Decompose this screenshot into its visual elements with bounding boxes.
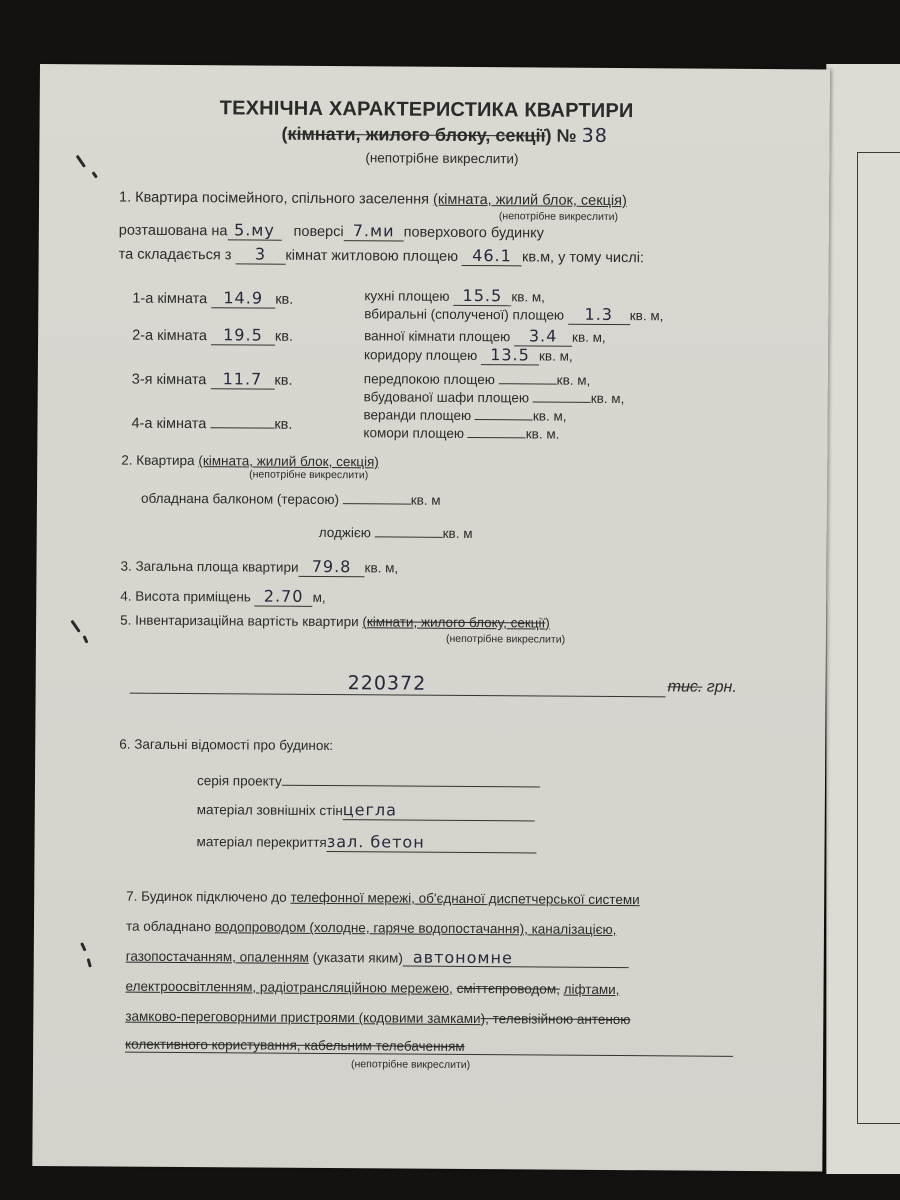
- area-label: кухні площею: [364, 288, 450, 304]
- inventory-value: 220372: [347, 672, 427, 695]
- loggia-row: [319, 520, 473, 541]
- section2-text: 2. Квартира: [121, 452, 195, 469]
- section7-line1: [126, 889, 640, 908]
- loggia-field[interactable]: [375, 520, 443, 537]
- series-field[interactable]: [282, 769, 540, 788]
- area-label: вбиральні (сполученої) площею: [364, 306, 565, 323]
- balcony-field[interactable]: [343, 487, 411, 504]
- section5-note: (непотрібне викреслити): [445, 632, 566, 646]
- number-label: №: [556, 125, 577, 146]
- pen-mark: [82, 635, 88, 644]
- document-number: 38: [581, 124, 608, 147]
- section1-line3: [118, 244, 645, 268]
- area-label: веранди площею: [363, 407, 472, 424]
- room-row: [132, 325, 294, 346]
- living-area-label: кімнат житловою площею: [285, 247, 459, 265]
- document-subtitle: (кімнати, жилого блоку, секції) № 38: [281, 123, 608, 147]
- walls-field[interactable]: цегла: [343, 803, 535, 821]
- room-unit: кв.: [275, 291, 294, 308]
- pen-mark: [76, 155, 86, 168]
- section5-row: [120, 613, 550, 631]
- area-field[interactable]: [499, 367, 557, 384]
- inventory-value-field[interactable]: [130, 671, 666, 698]
- s7-underlined: ліфтами,: [563, 981, 620, 998]
- room-row: [131, 369, 293, 390]
- balcony-unit: кв. м: [410, 492, 441, 508]
- s7-struck: колективного користування, кабельним телебаченням: [125, 1036, 465, 1054]
- area-field[interactable]: [475, 403, 533, 420]
- area-unit: кв. м,: [590, 390, 625, 407]
- area-label: вбудованої шафи площею: [363, 389, 530, 406]
- loggia-label: лоджією: [318, 524, 371, 541]
- area-row: [363, 420, 559, 441]
- section5-struck: кімнати, жилого блоку, секції: [366, 614, 546, 631]
- section7-line3: [126, 949, 629, 969]
- section1-text: 1. Квартира посімейного, спільного заселення: [119, 189, 430, 208]
- loggia-unit: кв. м: [442, 525, 473, 542]
- series-label: серія проекту: [196, 773, 282, 789]
- total-floors-field[interactable]: 7.ми: [344, 224, 404, 241]
- area-unit: кв. м,: [511, 289, 546, 305]
- s7-struck: ), телевізійною антеною: [480, 1011, 631, 1028]
- total-floors-label: поверхового будинку: [403, 224, 545, 242]
- room-area-field[interactable]: 19.5: [211, 328, 275, 345]
- room-unit: кв.: [274, 416, 293, 433]
- heating-field[interactable]: автономне: [403, 951, 629, 969]
- area-row: [364, 285, 546, 306]
- room-unit: кв.: [274, 372, 293, 389]
- height-unit: м,: [312, 589, 326, 606]
- living-area-unit: кв.м, у тому числі:: [521, 249, 645, 267]
- section1-note: (непотрібне викреслити): [498, 210, 619, 224]
- floor-label: поверсі: [293, 223, 344, 241]
- section7-line6: [125, 1037, 733, 1057]
- room-label: 4-а кімната: [131, 415, 207, 433]
- room-area-field[interactable]: [210, 411, 274, 428]
- section2-line1: [121, 453, 379, 470]
- paren: ): [545, 615, 550, 631]
- consists-label: та складається з: [118, 246, 232, 264]
- pen-mark: [87, 958, 92, 967]
- room-label: 3-я кімната: [131, 371, 207, 389]
- walls-row: [197, 802, 535, 821]
- area-field[interactable]: 3.4: [514, 329, 572, 346]
- inventory-value-label: 5. Інвентаризаційна вартість квартири: [120, 612, 359, 630]
- area-row: [364, 347, 573, 365]
- s7-underlined: телефонної мережі, об'єднаної диспетчерської системи: [290, 889, 640, 908]
- area-unit: кв. м,: [532, 408, 567, 424]
- document-title: ТЕХНІЧНА ХАРАКТЕРИСТИКА КВАРТИРИ: [219, 97, 634, 123]
- area-row: [364, 328, 606, 347]
- s7-text: 7. Будинок підключено до: [126, 888, 287, 905]
- section7-line5: [125, 1009, 630, 1028]
- area-label: ванної кімнати площею: [364, 328, 511, 345]
- floors-material-label: матеріал перекриття: [196, 834, 327, 851]
- area-field[interactable]: [533, 385, 591, 402]
- room-row: [132, 288, 294, 309]
- section5-options: [362, 614, 549, 630]
- total-area-unit: кв. м,: [364, 560, 399, 576]
- section7-note: (непотрібне викреслити): [350, 1058, 471, 1072]
- unit-uah: грн.: [706, 678, 737, 696]
- section7-line2: [126, 919, 616, 937]
- section1-options: (кімната, жилий блок, секція): [432, 191, 627, 210]
- s7-text: (указати яким): [312, 949, 403, 966]
- floors-material-field[interactable]: зал. бетон: [327, 835, 537, 853]
- area-field[interactable]: 1.3: [568, 308, 630, 325]
- area-unit: кв. м.: [525, 426, 560, 442]
- s7-underlined: замково-переговорними пристроями (кодовими замками: [125, 1008, 481, 1027]
- adjacent-page-frame: [857, 152, 900, 1124]
- area-unit: кв. м,: [629, 308, 664, 324]
- area-unit: кв. м,: [572, 329, 606, 345]
- balcony-label: обладнана балконом (терасою): [140, 490, 340, 508]
- section2-options: (кімната, жилий блок, секція): [198, 453, 379, 470]
- walls-label: матеріал зовнішніх стін: [196, 802, 343, 819]
- area-unit: кв. м,: [556, 372, 591, 388]
- room-area-field[interactable]: 14.9: [211, 291, 275, 308]
- s7-text: та обладнано: [125, 918, 212, 935]
- series-row: [197, 768, 540, 790]
- s7-underlined: водопроводом (холодне, гаряче водопостачання), каналізацією,: [214, 919, 617, 938]
- pen-mark: [80, 942, 86, 951]
- section2-note: (непотрібне викреслити): [249, 468, 369, 482]
- rooms-count-field[interactable]: 3: [235, 247, 285, 264]
- area-label: коридору площею: [363, 347, 478, 364]
- height-label: 4. Висота приміщень: [120, 588, 251, 605]
- floors-material-row: [197, 834, 537, 853]
- pen-mark: [70, 620, 80, 633]
- paren: (: [362, 614, 367, 630]
- section6-title: 6. Загальні відомості про будинок:: [119, 736, 334, 754]
- room-area-field[interactable]: 11.7: [210, 372, 274, 389]
- header-note: (непотрібне викреслити): [365, 150, 519, 167]
- room-label: 1-а кімната: [132, 290, 208, 308]
- area-row: [364, 306, 663, 325]
- floor-field[interactable]: 5.му: [227, 223, 281, 240]
- room-label: 2-а кімната: [132, 327, 207, 345]
- unit-struck: тис.: [667, 678, 703, 696]
- room-row: [131, 411, 292, 433]
- room-unit: кв.: [274, 328, 294, 345]
- section1-line2: [118, 220, 545, 243]
- area-unit: кв. м,: [538, 348, 573, 364]
- s7-underlined: газопостачанням, опаленням: [125, 948, 309, 965]
- area-field[interactable]: 15.5: [453, 289, 511, 306]
- adjacent-page: [826, 64, 900, 1174]
- balcony-row: [141, 486, 441, 508]
- living-area-field[interactable]: 46.1: [462, 249, 522, 266]
- section7-line4: [126, 979, 620, 997]
- area-field[interactable]: [468, 421, 526, 438]
- pen-mark: [92, 171, 98, 178]
- total-area-field[interactable]: 79.8: [299, 560, 365, 577]
- document-page: [32, 64, 830, 1171]
- height-field[interactable]: 2.70: [255, 590, 313, 607]
- s7-struck: сміттєпроводом,: [456, 980, 560, 997]
- section1-line1: [119, 190, 627, 210]
- area-label: передпокою площею: [363, 371, 495, 388]
- area-label: комори площею: [363, 425, 465, 441]
- s7-underlined: електроосвітленням, радіотрансляційною мережею,: [125, 978, 453, 996]
- located-label: розташована на: [118, 222, 228, 240]
- area-field[interactable]: 13.5: [481, 348, 539, 365]
- inventory-unit: [668, 678, 737, 696]
- section3-row: [120, 556, 399, 578]
- subtitle-struck: кімнати, жилого блоку, секції: [287, 123, 546, 146]
- total-area-label: 3. Загальна площа квартири: [120, 558, 299, 575]
- section4-row: [120, 586, 326, 607]
